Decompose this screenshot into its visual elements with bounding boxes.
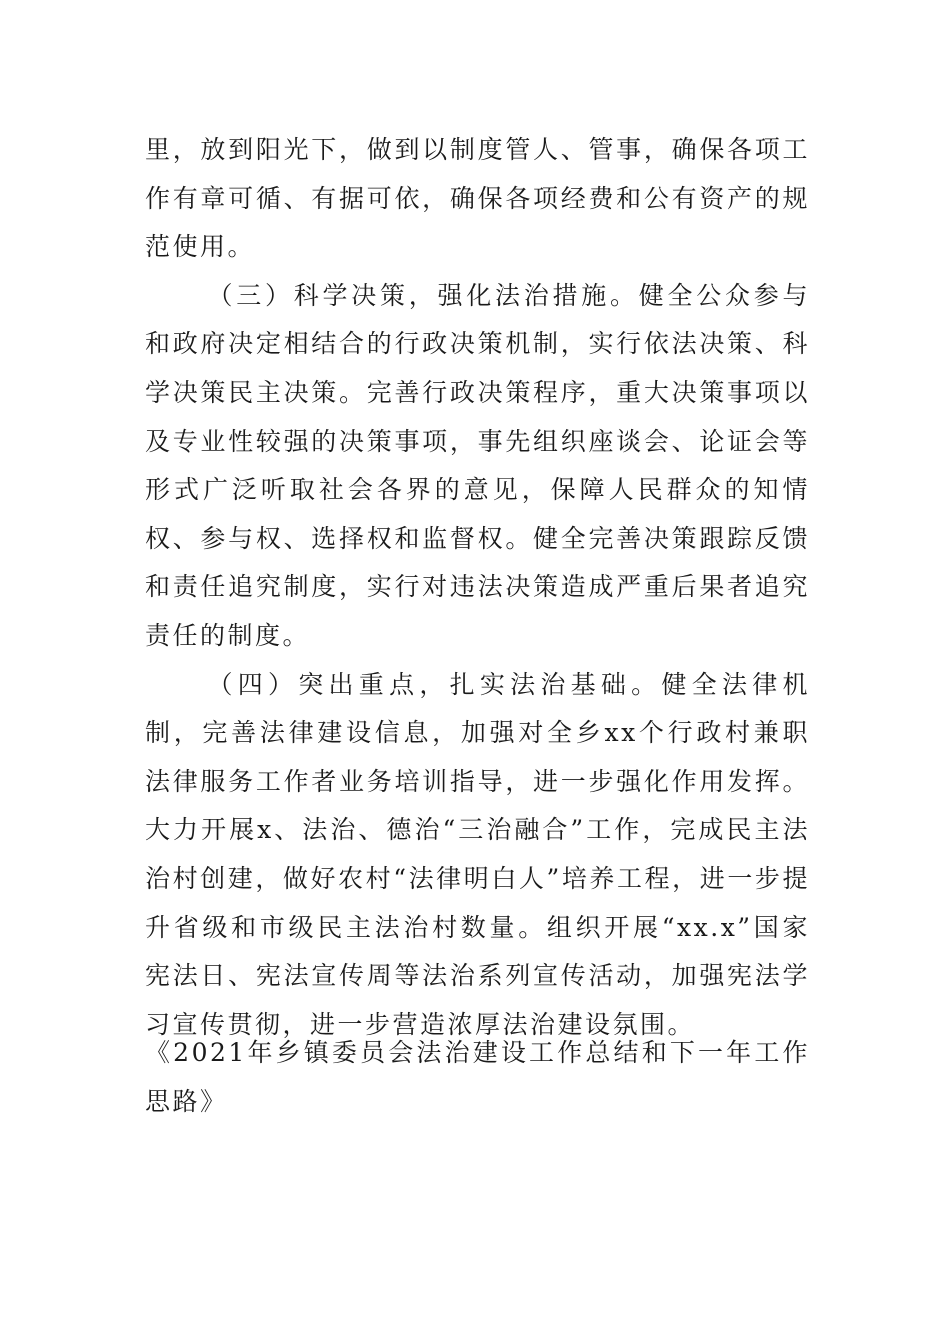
paragraph-continuation: 里，放到阳光下，做到以制度管人、管事，确保各项工作有章可循、有据可依，确保各项经费和公有资产的规范使用。 xyxy=(145,135,810,262)
document-closing-title: 《2021年乡镇委员会法治建设工作总结和下一年工作思路》 xyxy=(145,1038,810,1116)
document-body xyxy=(145,126,810,1049)
paragraph-section-three: （三）科学决策，强化法治措施。健全公众参与和政府决定相结合的行政决策机制，实行依法决策、科学决策民主决策。完善行政决策程序，重大决策事项以及专业性较强的决策事项，事先组织座谈会、论证会等形式广泛听取社会各界的意见，保障人民群众的知情权、参与权、选择权和监督权。健全完善决策跟踪反馈和责任追究制度，实行对违法决策造成严重后果者追究责任的制度。 xyxy=(145,280,810,650)
paragraph-section-four: （四）突出重点，扎实法治基础。健全法律机制，完善法律建设信息，加强对全乡xx个行政村兼职法律服务工作者业务培训指导，进一步强化作用发挥。大力开展x、法治、德治“三治融合”工作，完成民主法治村创建，做好农村“法律明白人”培养工程，进一步提升省级和市级民主法治村数量。组织开展“xx.x”国家宪法日、宪法宣传周等法治系列宣传活动，加强宪法学习宣传贯彻，进一步营造浓厚法治建设氛围。 xyxy=(145,669,810,1039)
